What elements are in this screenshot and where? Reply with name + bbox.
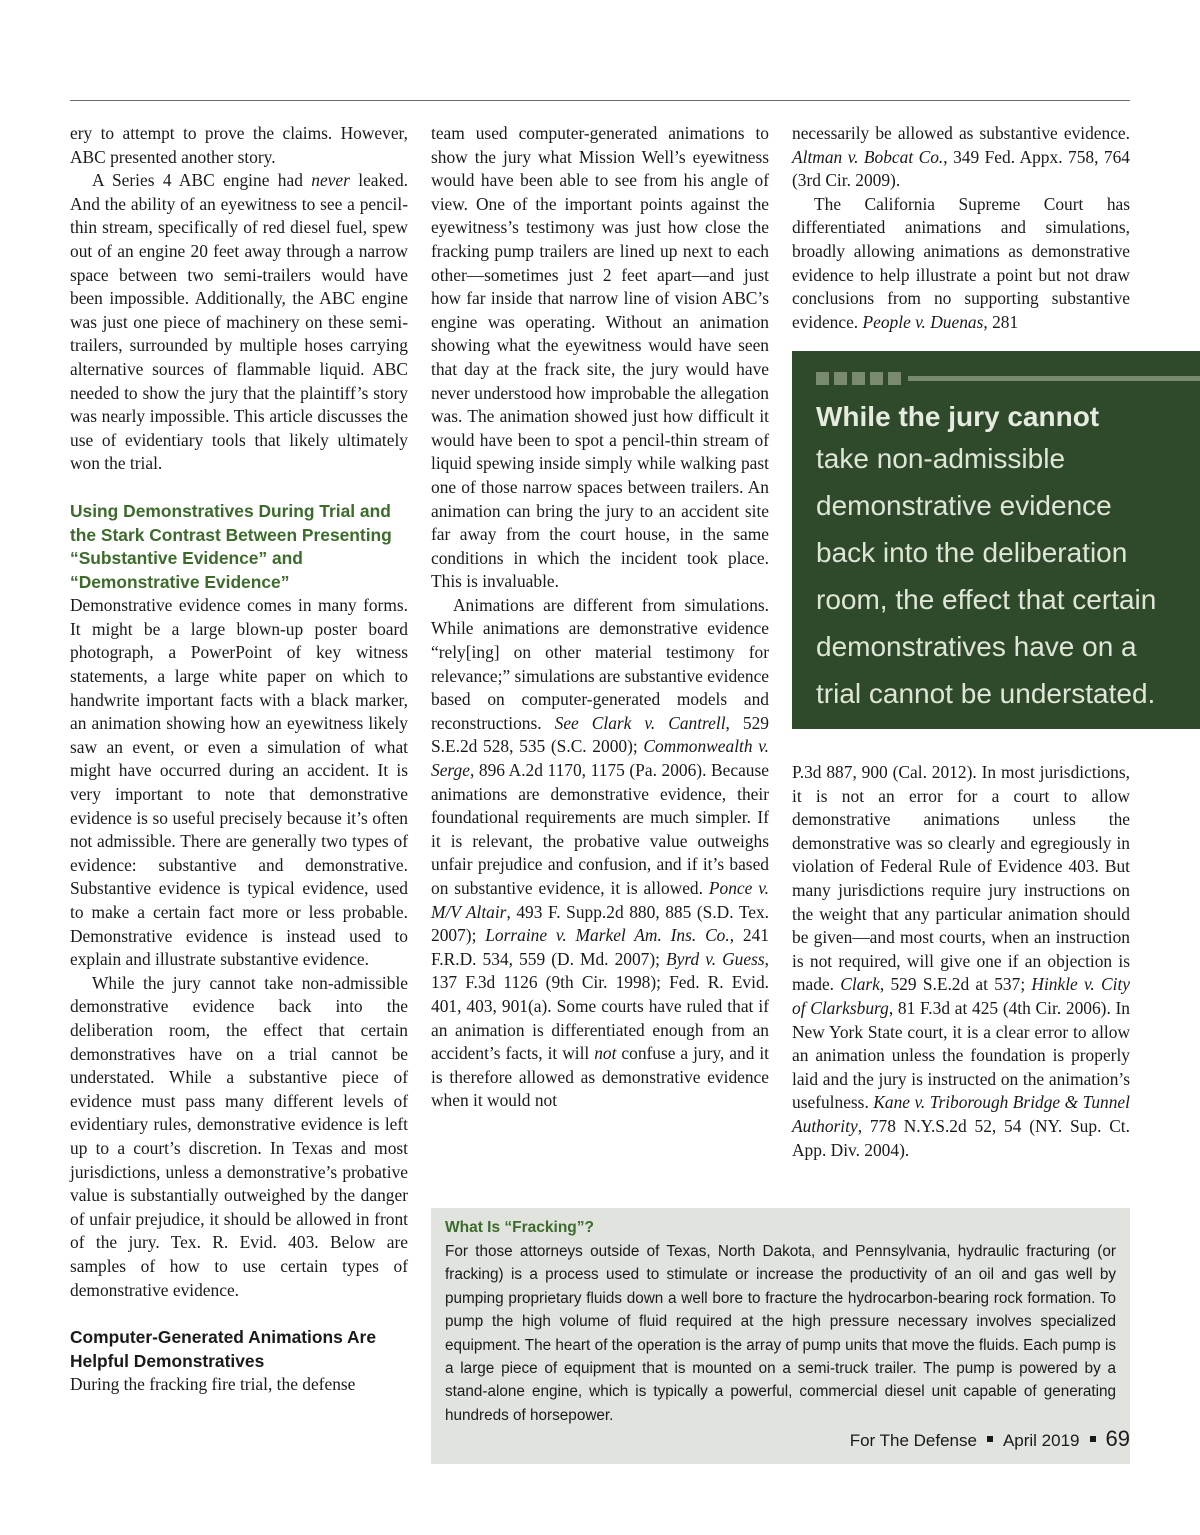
column-2 [431,122,769,1113]
pull-quote-line: room, the effect that certain [816,584,1157,615]
paragraph: During the fracking fire trial, the defense [70,1374,356,1395]
text-run: Animations are different from simulations. While animations are demonstrative evidence “rely[ing] on other material testimony for relevance;” simulations are substantive evidence based on computer-generated models and reconstructions. [431,594,770,733]
emphasis: not [594,1043,617,1064]
page-number: 69 [1105,1426,1130,1451]
pull-quote-line: demonstrative evidence [816,490,1112,521]
case-citation: Clark [840,974,880,995]
text-run: A Series 4 ABC engine had [92,170,312,191]
text-run: The California Supreme Court has differentiated animations and simulations, broadly allowing animations as demonstrative evidence to help illustrate a point but not draw conclusions from no supporting substantive evidence. [792,193,1130,332]
ornament-bar [908,376,1200,381]
text-run: , 241 F.R.D. 534, 559 (D. Md. 2007); [431,925,769,969]
case-citation: Lorraine v. Markel Am. Ins. Co. [485,925,730,946]
text-run: , 896 A.2d 1170, 1175 (Pa. 2006). Because animations are demonstrative evidence, their foundational requirements are much simpler. If it is relevant, the probative value outweighs unfair prejudice and confusion, and if it’s based on substantive evidence, it is allowed. [431,760,769,898]
case-citation: Commonwealth v. Serge [431,736,769,781]
case-citation: Kane v. Triborough Bridge & Tunnel Authority [792,1092,1130,1136]
case-citation: Ponce v. M/V Altair [431,878,770,922]
publication-name: For The Defense [849,1431,977,1450]
case-citation: Byrd v. Guess [666,948,765,969]
bullet-separator-icon [1090,1436,1096,1442]
paragraph [792,193,1130,335]
pull-quote-line: demonstratives have on a [816,631,1137,662]
paragraph [792,761,1130,1162]
pull-quote-lead: While the jury cannot [816,401,1100,432]
paragraph: ery to attempt to prove the claims. However, ABC presented another story. [70,123,408,167]
paragraph: Demonstrative evidence comes in many forms. It might be a large blown-up poster board photograph, a PowerPoint of key witness statements, a large white paper on which to handwrite important facts with a black marker, an animation showing how an eyewitness likely saw an event, or even a simulation of what might have occurred during an accident. It is very important to note that demonstrative evidence is so useful precisely because it’s often not admissible. There are generally two types of evidence: substantive and demonstrative. Substantive evidence is typical evidence, used to make a certain fact more or less probable. Demonstrative evidence is instead used to explain and illustrate substantive evidence. [70,595,408,970]
text-run: , 493 F. Supp.2d 880, 885 (S.D. Tex. 2007); [431,901,769,946]
column-1 [70,122,408,1397]
text-run: , 349 Fed. Appx. 758, 764 (3rd Cir. 2009). [792,146,1130,191]
text-run: , 137 F.3d 1126 (9th Cir. 1998); Fed. R. Evid. 401, 403, 901(a). Some courts have ruled that if an animation is differentiated enough from an accident’s facts, it will [431,948,769,1064]
text-run: , 529 S.E.2d 528, 535 (S.C. 2000); [431,712,770,757]
square-ornament-icon [816,372,829,385]
text-run: , 81 F.3d at 425 (4th Cir. 2006). In New York State court, it is a clear error to allow an animation unless the foundation is properly laid and the jury is instructed on the animation’s usefulness. [792,997,1131,1113]
emphasis: never [311,170,350,191]
paragraph [792,122,1130,193]
paragraph [70,169,408,476]
bullet-separator-icon [987,1436,993,1442]
section-heading: Using Demonstratives During Trial and the Stark Contrast Between Presenting “Substantive Evidence” and “Demonstrative Evidence” [70,500,392,592]
text-run: necessarily be allowed as substantive evidence. [792,123,1130,143]
case-citation: Altman v. Bobcat Co. [792,146,944,167]
text-run: , 778 N.Y.S.2d 52, 54 (NY. Sup. Ct. App. Div. 2004). [792,1115,1130,1160]
top-rule [70,100,1130,101]
pull-quote-ornament [816,371,1200,385]
square-ornament-icon [834,372,847,385]
case-citation: People v. Duenas [862,311,984,332]
text-run: , 529 S.E.2d at 537; [879,974,1032,995]
square-ornament-icon [852,372,865,385]
column-3-top [792,122,1130,334]
column-3-bottom [792,761,1130,1162]
pull-quote-line: take non-admissible [816,443,1066,474]
case-citation: Hinkle v. City of Clarksburg [792,974,1131,1018]
text-run: , 281 [983,311,1019,332]
paragraph: While the jury cannot take non-admissible demonstrative evidence back into the deliberation room, the effect that certain demonstratives have on a trial cannot be understated. While a substantive piece of evidence must pass many different levels of evidentiary rules, demonstrative evidence is left up to a court’s discretion. In Texas and most jurisdictions, unless a demonstrative’s probative value is substantially outweighed by the danger of unfair prejudice, it should be allowed in front of the jury. Tex. R. Evid. 403. Below are samples of how to use certain types of demonstrative evidence. [70,972,408,1300]
pull-quote-line: back into the deliberation [816,537,1128,568]
paragraph: team used computer-generated animations to show the jury what Mission Well’s eyewitness would have been able to see from his angle of view. One of the important points against the eyewitness’s testimony was just how close the fracking pump trailers are lined up next to each other—sometimes just 2 feet apart—and just how far inside that narrow line of vision ABC’s engine was operating. Without an animation showing what the eyewitness would have seen that day at the frack site, the jury would have never understood how improbable the allegation was. The animation showed just how difficult it would have been to spot a pencil-thin stream of liquid spewing inside simply while walking past one of those narrow spaces between trailers. An animation can bring the jury to an accident site far away from the court house, in the same conditions in which the incident took place. This is invaluable. [431,123,769,592]
section-heading: Computer-Generated Animations Are Helpful Demonstratives [70,1327,376,1371]
sidebar-body: For those attorneys outside of Texas, North Dakota, and Pennsylvania, hydraulic fracturing (or fracking) is a process used to stimulate or increase the productivity of an oil and gas well by pumping proprietary fluids down a well bore to fracture the hydrocarbon-bearing rock formation. To pump the high volume of fluid required at the high pressure necessary involves specialized equipment. The heart of the operation is the array of pump units that move the fluids. Each pump is a large piece of equipment that is mounted on a semi-truck trailer. The pump is powered by a stand-alone engine, which is typically a powerful, commercial diesel unit capable of generating hundreds of horsepower. [445,1243,1116,1424]
case-citation: See Clark v. Cantrell [554,712,726,733]
text-run: P.3d 887, 900 (Cal. 2012). In most jurisdictions, it is not an error for a court to allow demonstrative animations unless the demonstrative was so clearly and egregiously in violation of Federal Rule of Evidence 403. But many jurisdictions require jury instructions on the weight that any particular animation should be given—and most courts, when an instruction is not required, will give one if an objection is made. [792,762,1130,995]
paragraph [431,594,769,1113]
pull-quote-line: trial cannot be understated. [816,678,1156,709]
issue-date: April 2019 [1002,1431,1080,1450]
text-run: leaked. And the ability of an eyewitness to see a pencil-thin stream, specifically of red diesel fuel, spew out of an engine 20 feet away through a narrow space between two semi-trailers would have been impossible. Additionally, the ABC engine was just one piece of machinery on these semi-trailers, surrounded by multiple hoses carrying alternative sources of flammable liquid. ABC needed to show the jury that the plaintiff’s story was nearly impossible. This article discusses the use of evidentiary tools that likely ultimately won the trial. [70,170,408,474]
page-footer [850,1426,1130,1452]
square-ornament-icon [888,372,901,385]
sidebar-title: What Is “Fracking”? [445,1219,594,1236]
pull-quote [792,351,1200,729]
text-run: confuse a jury, and it is therefore allowed as demonstrative evidence when it would not [431,1043,770,1111]
square-ornament-icon [870,372,883,385]
